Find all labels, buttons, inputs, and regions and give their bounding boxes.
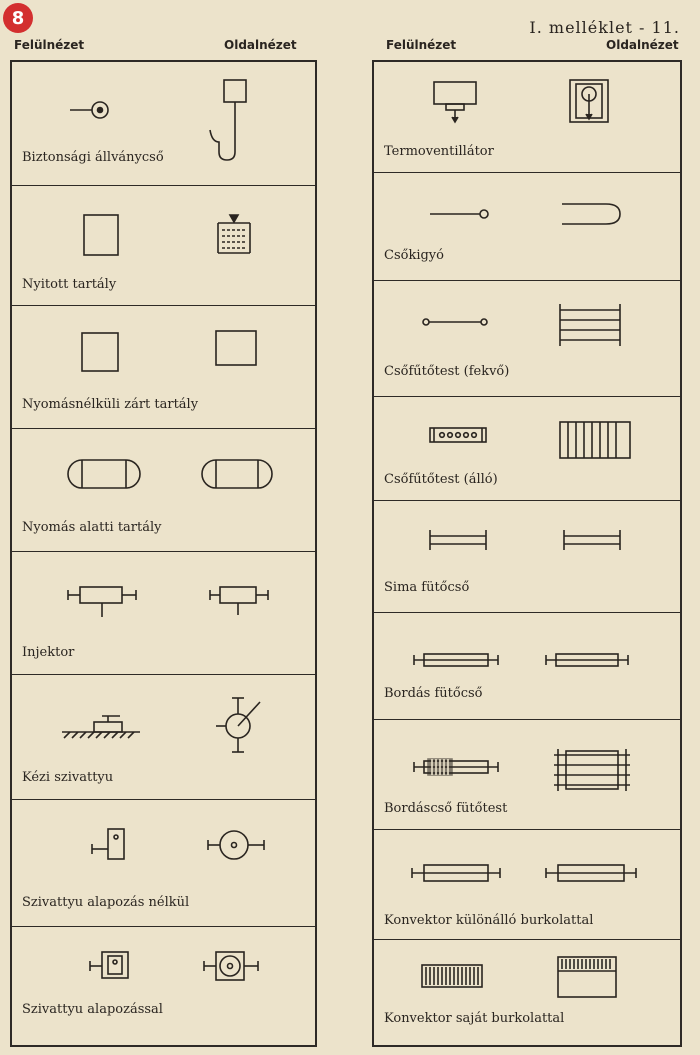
item-label: Nyomásnélküli zárt tartály [22,397,199,412]
symbol-row-hand-pump [12,674,315,800]
item-label: Injektor [22,645,75,660]
symbol-row-finned-heating-pipe [374,612,680,720]
symbol-row-open-tank [12,185,315,306]
item-label: Konvektor saját burkolattal [384,1011,565,1026]
item-label: Csőkigyó [384,248,444,263]
pipe-coil-symbols [374,172,680,280]
plain-heating-pipe-symbols [374,500,680,612]
item-label: Csőfűtőtest (álló) [384,472,498,487]
symbol-row-finned-pipe-radiator [374,719,680,830]
item-label: Konvektor különálló burkolattal [384,913,594,928]
right-symbol-table [372,60,682,1047]
symbol-row-safety-standpipe [12,62,315,186]
symbol-row-pipe-radiator-vertical [374,396,680,501]
item-label: Szivattyu alapozással [22,1002,163,1017]
symbol-row-injector [12,551,315,675]
symbol-row-pump-without-foundation [12,799,315,927]
right-header-side-view: Oldalnézet [606,38,679,52]
pump-with-foundation-symbols [12,926,315,1045]
left-symbol-table [10,60,317,1047]
left-header-side-view: Oldalnézet [224,38,297,52]
symbol-row-pump-with-foundation [12,926,315,1045]
symbol-row-plain-heating-pipe [374,500,680,613]
item-label: Bordáscső fütőtest [384,801,508,816]
symbol-row-closed-tank [12,305,315,429]
item-label: Bordás fütőcső [384,686,483,701]
page-number-badge: 8 [3,3,33,33]
item-label: Sima fütőcső [384,580,470,595]
convector-own-casing-symbols [374,939,680,1045]
left-header-top-view: Felülnézet [14,38,85,52]
safety-standpipe-symbols [12,62,315,185]
item-label: Nyitott tartály [22,277,117,292]
symbol-row-convector-own-casing [374,939,680,1045]
item-label: Csőfűtőtest (fekvő) [384,364,510,379]
item-label: Szivattyu alapozás nélkül [22,895,190,910]
page-reference: I. melléklet - 11. [529,18,680,37]
item-label: Biztonsági állványcső [22,150,164,165]
finned-heating-pipe-symbols [374,612,680,719]
symbol-row-pipe-coil [374,172,680,281]
symbol-row-pipe-radiator-horizontal [374,280,680,397]
symbol-row-pressure-tank [12,428,315,552]
symbol-row-fan-heater [374,62,680,173]
item-label: Kézi szivattyu [22,770,114,785]
right-header-top-view: Felülnézet [386,38,457,52]
item-label: Termoventillátor [384,144,494,159]
symbol-row-convector-separate-casing [374,829,680,940]
item-label: Nyomás alatti tartály [22,520,162,535]
